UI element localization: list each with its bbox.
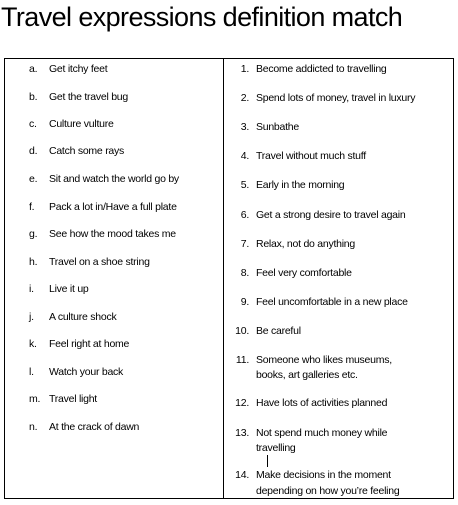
expression-text: Travel on a shoe string [49, 256, 150, 268]
expression-text: Get the travel bug [49, 91, 128, 103]
definition-number: 6. [240, 209, 249, 221]
definition-text: Feel very comfortable [256, 267, 352, 279]
definition-number: 14. [235, 469, 249, 481]
match-table [4, 58, 454, 499]
expression-text: Travel light [49, 393, 97, 405]
expression-letter: c. [29, 118, 37, 130]
expression-text: Sit and watch the world go by [49, 173, 179, 185]
expression-letter: f. [29, 201, 35, 213]
expression-letter: i. [29, 283, 34, 295]
expression-text: Catch some rays [49, 145, 125, 157]
definition-number: 4. [240, 150, 249, 162]
definition-number: 3. [240, 121, 249, 133]
expression-letter: m. [29, 393, 41, 405]
definition-number: 10. [235, 325, 249, 337]
expression-letter: a. [29, 63, 38, 75]
expression-letter: j. [29, 311, 34, 323]
definition-text: Travel without much stuff [256, 150, 366, 162]
expression-letter: k. [29, 338, 37, 350]
definition-number: 1. [240, 63, 249, 75]
definition-number: 12. [235, 397, 249, 409]
definition-text: travelling [256, 442, 296, 454]
definition-text: Sunbathe [256, 121, 299, 133]
expression-text: See how the mood takes me [49, 228, 176, 240]
definition-number: 7. [240, 238, 249, 250]
expression-letter: n. [29, 421, 38, 433]
expression-text: Get itchy feet [49, 63, 108, 75]
definition-number: 11. [235, 354, 249, 366]
definition-text: Not spend much money while [256, 427, 388, 439]
definition-text: Someone who likes museums, [256, 354, 392, 366]
definition-number: 8. [240, 267, 249, 279]
definition-text: books, art galleries etc. [256, 369, 358, 381]
worksheet-title: Travel expressions definition match [1, 2, 403, 32]
definition-text: Spend lots of money, travel in luxury [256, 92, 416, 104]
definition-text: Become addicted to travelling [256, 63, 387, 75]
definition-text: Early in the morning [256, 179, 345, 191]
expression-text: Culture vulture [49, 118, 114, 130]
expression-letter: l. [29, 366, 34, 378]
expression-text: Watch your back [49, 366, 124, 378]
definition-text: Feel uncomfortable in a new place [256, 296, 408, 308]
expression-letter: b. [29, 91, 38, 103]
expression-text: Live it up [49, 283, 89, 295]
expression-letter: d. [29, 145, 38, 157]
expression-text: At the crack of dawn [49, 421, 140, 433]
definition-number: 9. [240, 296, 249, 308]
expression-letter: e. [29, 173, 38, 185]
expression-letter: h. [29, 256, 38, 268]
definition-text: Have lots of activities planned [256, 397, 388, 409]
expression-text: Feel right at home [49, 338, 130, 350]
column-divider [223, 59, 224, 498]
definition-text: depending on how you’re feeling [256, 485, 400, 497]
expression-text: A culture shock [49, 311, 117, 323]
expression-letter: g. [29, 228, 38, 240]
expression-text: Pack a lot in/Have a full plate [49, 201, 177, 213]
text-cursor [267, 455, 268, 467]
definition-text: Get a strong desire to travel again [256, 209, 406, 221]
definition-text: Be careful [256, 325, 301, 337]
definition-number: 5. [240, 179, 249, 191]
definition-text: Make decisions in the moment [256, 469, 391, 481]
definition-number: 13. [235, 427, 249, 439]
definition-text: Relax, not do anything [256, 238, 355, 250]
definition-number: 2. [240, 92, 249, 104]
